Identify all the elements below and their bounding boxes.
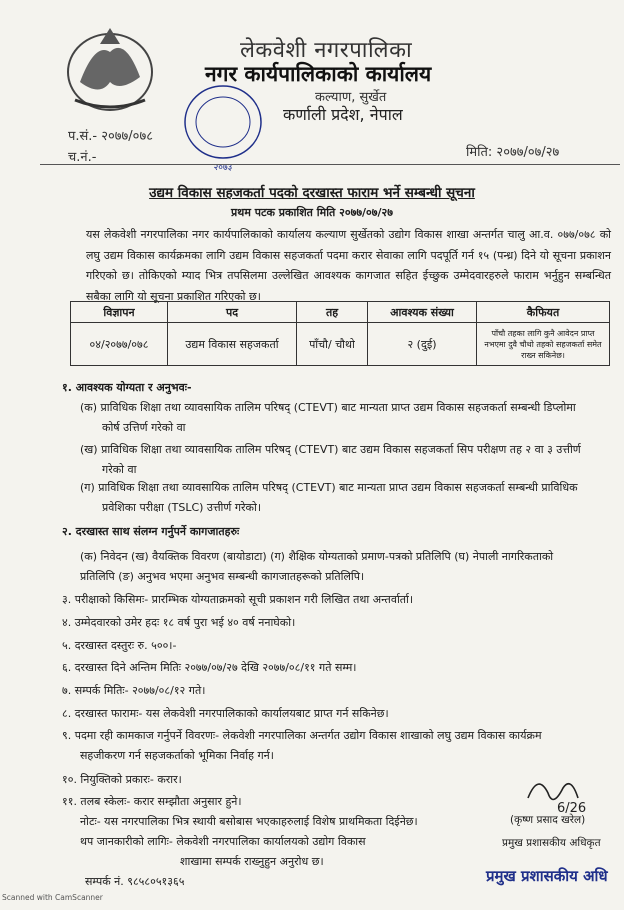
publication-date: प्रथम पटक प्रकाशित मिति २०७७/०७/२७: [231, 206, 393, 219]
cell-post: उद्यम विकास सहजकर्ता: [168, 323, 297, 366]
vacancy-table: [70, 301, 610, 366]
docs-line-2: प्रतिलिपि (ङ) अनुभव भएमा अनुभव सम्बन्धी कागजातहरूको प्रतिलिपि।: [80, 570, 365, 583]
col-header-post: पद: [168, 302, 297, 323]
req-a-cont: कोर्ष उत्तिर्ण गरेको वा: [102, 421, 186, 434]
docs-line-1: (क) निवेदन (ख) वैयक्तिक विवरण (बायोडाटा) (ग) शैक्षिक योग्यताको प्रमाण-पत्रको प्रतिलिपि (घ) नेपाली नागरिकताको: [80, 550, 554, 563]
office-name: नगर कार्यपालिकाको कार्यालय: [205, 62, 432, 86]
section-8: ८. दरखास्त फारामः- यस लेकवेशी नगरपालिकाको कार्यालयबाट प्राप्त गर्न सकिनेछ।: [62, 707, 389, 720]
cell-level: पाँचौ/ चौथो: [297, 323, 368, 366]
office-stamp-icon: [178, 80, 268, 175]
designation-stamp: प्रमुख प्रशासकीय अधि: [486, 867, 608, 885]
section-3: ३. परीक्षाको किसिमः- प्रारम्भिक योग्यताक्रमको सूची प्रकाशन गरी लिखित तथा अन्तर्वार्ता।: [62, 593, 414, 606]
letter-date: मिति: २०७७/०७/२७: [466, 145, 560, 160]
signatory-designation: प्रमुख प्रशासकीय अधिकृत: [502, 837, 601, 849]
table-header-row: [71, 302, 610, 323]
more-info: थप जानकारीको लागिः- लेकवेशी नगरपालिका कार्यालयको उद्योग विकास: [80, 835, 366, 848]
reference-number: प.सं.- २०७७/०७८: [68, 129, 153, 144]
contact-number: सम्पर्क नं. ९८५८०५१३६५: [85, 875, 185, 888]
req-c-cont: प्रवेशिका परीक्षा (TSLC) उत्तीर्ण गरेको।: [102, 501, 262, 514]
req-a: (क) प्राविधिक शिक्षा तथा व्यावसायिक तालिम परिषद् (CTEVT) बाट मान्यता प्राप्त उद्यम विकास सहजकर्ता सम्बन्धी डिप्लोमा: [80, 401, 576, 414]
section-2-title: २. दरखास्त साथ संलग्न गर्नुपर्ने कागजातहरुः: [62, 525, 240, 538]
section-9: ९. पदमा रही कामकाज गर्नुपर्ने विवरणः- लेकवेशी नगरपालिका अन्तर्गत उद्योग विकास शाखाको लघु उद्यम विकास कार्यक्रम: [62, 729, 542, 742]
req-c: (ग) प्राविधिक शिक्षा तथा व्यावसायिक तालिम परिषद् (CTEVT) बाट मान्यता प्राप्त उद्यम विकास सहजकर्ता सम्बन्धी प्राविधिक: [80, 481, 578, 494]
government-emblem-icon: [60, 22, 160, 114]
req-b-cont: गरेको वा: [102, 463, 137, 476]
section-10: १०. नियुक्तिको प्रकारः- करार।: [62, 773, 182, 786]
scanner-watermark: Scanned with CamScanner: [2, 893, 103, 902]
more-info-cont: शाखामा सम्पर्क राख्नुहुन अनुरोध छ।: [180, 855, 324, 868]
office-location: कल्याण, सुर्खेत: [315, 90, 387, 105]
dispatch-number: च.नं.-: [68, 150, 97, 165]
col-header-remark: कैफियत: [477, 302, 610, 323]
col-header-ad: विज्ञापन: [71, 302, 168, 323]
col-header-level: तह: [297, 302, 368, 323]
stamp-year: २०७३: [213, 163, 233, 173]
signatory-name: (कृष्ण प्रसाद खरेल): [510, 814, 586, 826]
section-7: ७. सम्पर्क मितिः- २०७७/०८/१२ गते।: [62, 684, 206, 697]
province-name: कर्णाली प्रदेश, नेपाल: [283, 105, 403, 124]
section-5: ५. दरखास्त दस्तुरः रु. ५००।-: [62, 639, 177, 652]
notice-title: उद्यम विकास सहजकर्ता पदको दरखास्त फाराम भर्ने सम्बन्धी सूचना: [149, 185, 475, 201]
section-1-title: १. आवश्यक योग्यता र अनुभवः-: [62, 381, 192, 394]
section-9-cont: सहजीकरण गर्न सहजकर्ताको भूमिका निर्वाह गर्न।: [80, 749, 274, 762]
section-11: ११. तलब स्केलः- करार सम्झौता अनुसार हुने।: [62, 795, 242, 808]
cell-ad-number: ०४/२०७७/०७८: [71, 323, 168, 366]
cell-count: २ (दुई): [368, 323, 477, 366]
priority-note: नोटः- यस नगरपालिका भित्र स्थायी बसोबास भएकाहरुलाई विशेष प्राथमिकता दिईनेछ।: [80, 815, 418, 828]
section-6: ६. दरखास्त दिने अन्तिम मितिः २०७७/०७/२७ देखि २०७७/०८/११ गते सम्म।: [62, 661, 357, 674]
cell-remark: पाँचौ तहका लागि कुनै आवेदन प्राप्त नभएमा दुवै चौथो तहको सहजकर्ता समेत राख्न सकिनेछ।: [477, 323, 610, 366]
signature-mark: 6/26: [557, 801, 587, 816]
col-header-count: आवश्यक संख्या: [368, 302, 477, 323]
req-b: (ख) प्राविधिक शिक्षा तथा व्यावसायिक तालिम परिषद् (CTEVT) बाट उद्यम विकास सहजकर्ता सिप परीक्षण तह २ वा ३ उत्तीर्ण: [80, 443, 581, 456]
notice-intro: यस लेकवेशी नगरपालिका नगर कार्यपालिकाको कार्यालय कल्याण सुर्खेतको उद्योग विकास शाखा अन्तर्गत चालु आ.व. ०७७/०७८ को लघु उद्यम विकास कार्यक्रमका लागि उद्यम विकास सहजकर्ता पदमा करार सेवाका लागि पदपूर्ति गर्न १५ (पन्ध्र) दिने यो सूचना प्रकाशन गरिएको छ। तोकिएको म्याद भित्र तपसिलमा उल्लेखित आवश्यक कागजात सहित ईच्छुक उम्मेदवारहरुले फाराम भर्नुहुन सम्बन्धित सबैका लागि यो सूचना प्रकाशित गरिएको छ।: [86, 228, 611, 303]
signature-icon: [523, 768, 593, 818]
section-4: ४. उम्मेदवारको उमेर हदः १८ वर्ष पुरा भई ४० वर्ष ननाघेको।: [62, 616, 296, 629]
header-divider: [40, 164, 620, 165]
municipality-name: लेकवेशी नगरपालिका: [240, 38, 413, 63]
table-row: [71, 323, 610, 366]
